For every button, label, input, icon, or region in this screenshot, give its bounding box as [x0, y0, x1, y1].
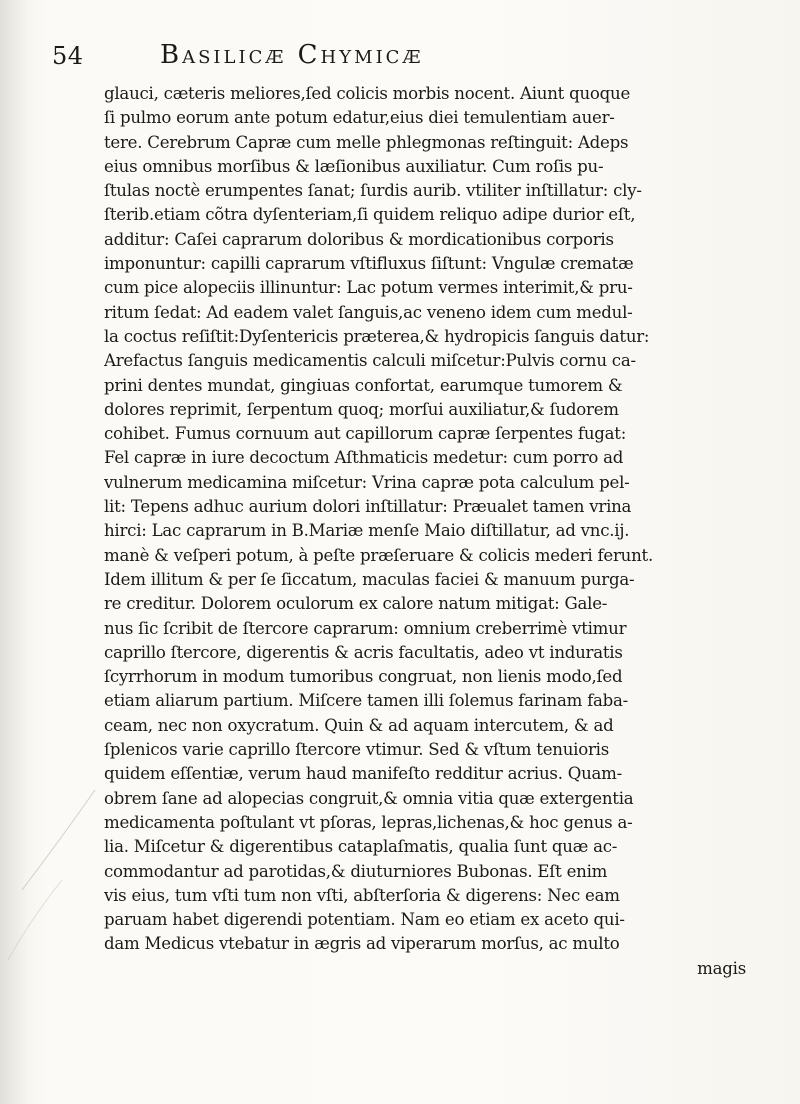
text-line: ſtulas noctè erumpentes ſanat; ſurdis aurib. vtiliter inſtillatur: cly- — [104, 181, 642, 201]
text-line: vulnerum medicamina miſcetur: Vrina capræ pota calculum pel- — [104, 472, 630, 492]
text-line: vis eius, tum vſti tum non vſti, abſterſoria & digerens: Nec eam — [104, 885, 620, 905]
text-line: Idem illitum & per ſe ſiccatum, maculas faciei & manuum purga- — [104, 569, 635, 589]
text-line: eius omnibus morſibus & læſionibus auxiliatur. Cum roſis pu- — [104, 156, 604, 176]
text-line: imponuntur: capilli caprarum vſtifluxus ſiſtunt: Vngulæ crematæ — [104, 254, 634, 274]
body-text — [104, 82, 754, 981]
text-line: additur: Caſei caprarum doloribus & mordicationibus corporis — [104, 229, 614, 249]
text-line: medicamenta poſtulant vt pſoras, lepras,lichenas,& hoc genus a- — [104, 812, 633, 832]
text-line: obrem ſane ad alopecias congruit,& omnia vitia quæ extergentia — [104, 788, 634, 808]
text-line: nus ſic ſcribit de ſtercore caprarum: omnium creberrimè vtimur — [104, 618, 627, 638]
page-number: 54 — [52, 42, 84, 70]
text-line: glauci, cæteris meliores,ſed colicis morbis nocent. Aiunt quoque — [104, 84, 631, 103]
text-line: prini dentes mundat, gingiuas confortat, earumque tumorem & — [104, 375, 623, 395]
text-line: caprillo ſtercore, digerentis & acris facultatis, adeo vt induratis — [104, 642, 623, 662]
running-head: Basilicæ Chymicæ — [160, 40, 424, 70]
text-line: paruam habet digerendi potentiam. Nam eo etiam ex aceto qui- — [104, 910, 625, 930]
text-line: etiam aliarum partium. Miſcere tamen illi ſolemus farinam faba- — [104, 691, 629, 711]
text-line: ceam, nec non oxycratum. Quin & ad aquam intercutem, & ad — [104, 715, 614, 735]
text-line: Arefactus ſanguis medicamentis calculi miſcetur:Pulvis cornu ca- — [104, 351, 636, 371]
text-line: cum pice alopeciis illinuntur: Lac potum vermes interimit,& pru- — [104, 278, 633, 298]
text-line: lit: Tepens adhuc aurium dolori inſtillatur: Præualet tamen vrina — [104, 497, 632, 517]
catchword: magis — [697, 958, 746, 978]
page-header — [52, 40, 752, 78]
text-line: ritum ſedat: Ad eadem valet ſanguis,ac veneno idem cum medul- — [104, 302, 633, 322]
text-line: ſterib.etiam cõtra dyſenteriam,ſi quidem reliquo adipe durior eſt, — [104, 205, 636, 225]
text-line: re creditur. Dolorem oculorum ex calore natum mitigat: Gale- — [104, 594, 608, 614]
text-line: cohibet. Fumus cornuum aut capillorum capræ ſerpentes fugat: — [104, 424, 627, 444]
text-line: Fel capræ in iure decoctum Aſthmaticis medetur: cum porro ad — [104, 448, 624, 468]
text-line: quidem eſſentiæ, verum haud manifeſto redditur acrius. Quam- — [104, 764, 623, 784]
text-line: lia. Miſcetur & digerentibus cataplaſmatis, qualia ſunt quæ ac- — [104, 837, 618, 857]
text-line: tere. Cerebrum Capræ cum melle phlegmonas reſtinguit: Adeps — [104, 132, 629, 152]
text-line: dam Medicus vtebatur in ægris ad viperarum morſus, ac multo — [104, 934, 620, 954]
text-line: ſplenicos varie caprillo ſtercore vtimur. Sed & vſtum tenuioris — [104, 740, 609, 760]
text-line: ſi pulmo eorum ante potum edatur,eius diei temulentiam auer- — [104, 108, 615, 128]
text-line: manè & veſperi potum, à peſte præſeruare & colicis mederi ferunt. — [104, 545, 653, 565]
text-line: hirci: Lac caprarum in B.Mariæ menſe Maio diſtillatur, ad vnc.ij. — [104, 521, 630, 541]
text-line: dolores reprimit, ſerpentum quoq; morſui auxiliatur,& ſudorem — [104, 399, 619, 419]
text-line: ſcyrrhorum in modum tumoribus congruat, non lienis modo,ſed — [104, 667, 623, 687]
text-line: commodantur ad parotidas,& diuturniores Bubonas. Eſt enim — [104, 861, 608, 881]
text-line: la coctus reſiſtit:Dyſentericis præterea,& hydropicis ſanguis datur: — [104, 326, 650, 346]
